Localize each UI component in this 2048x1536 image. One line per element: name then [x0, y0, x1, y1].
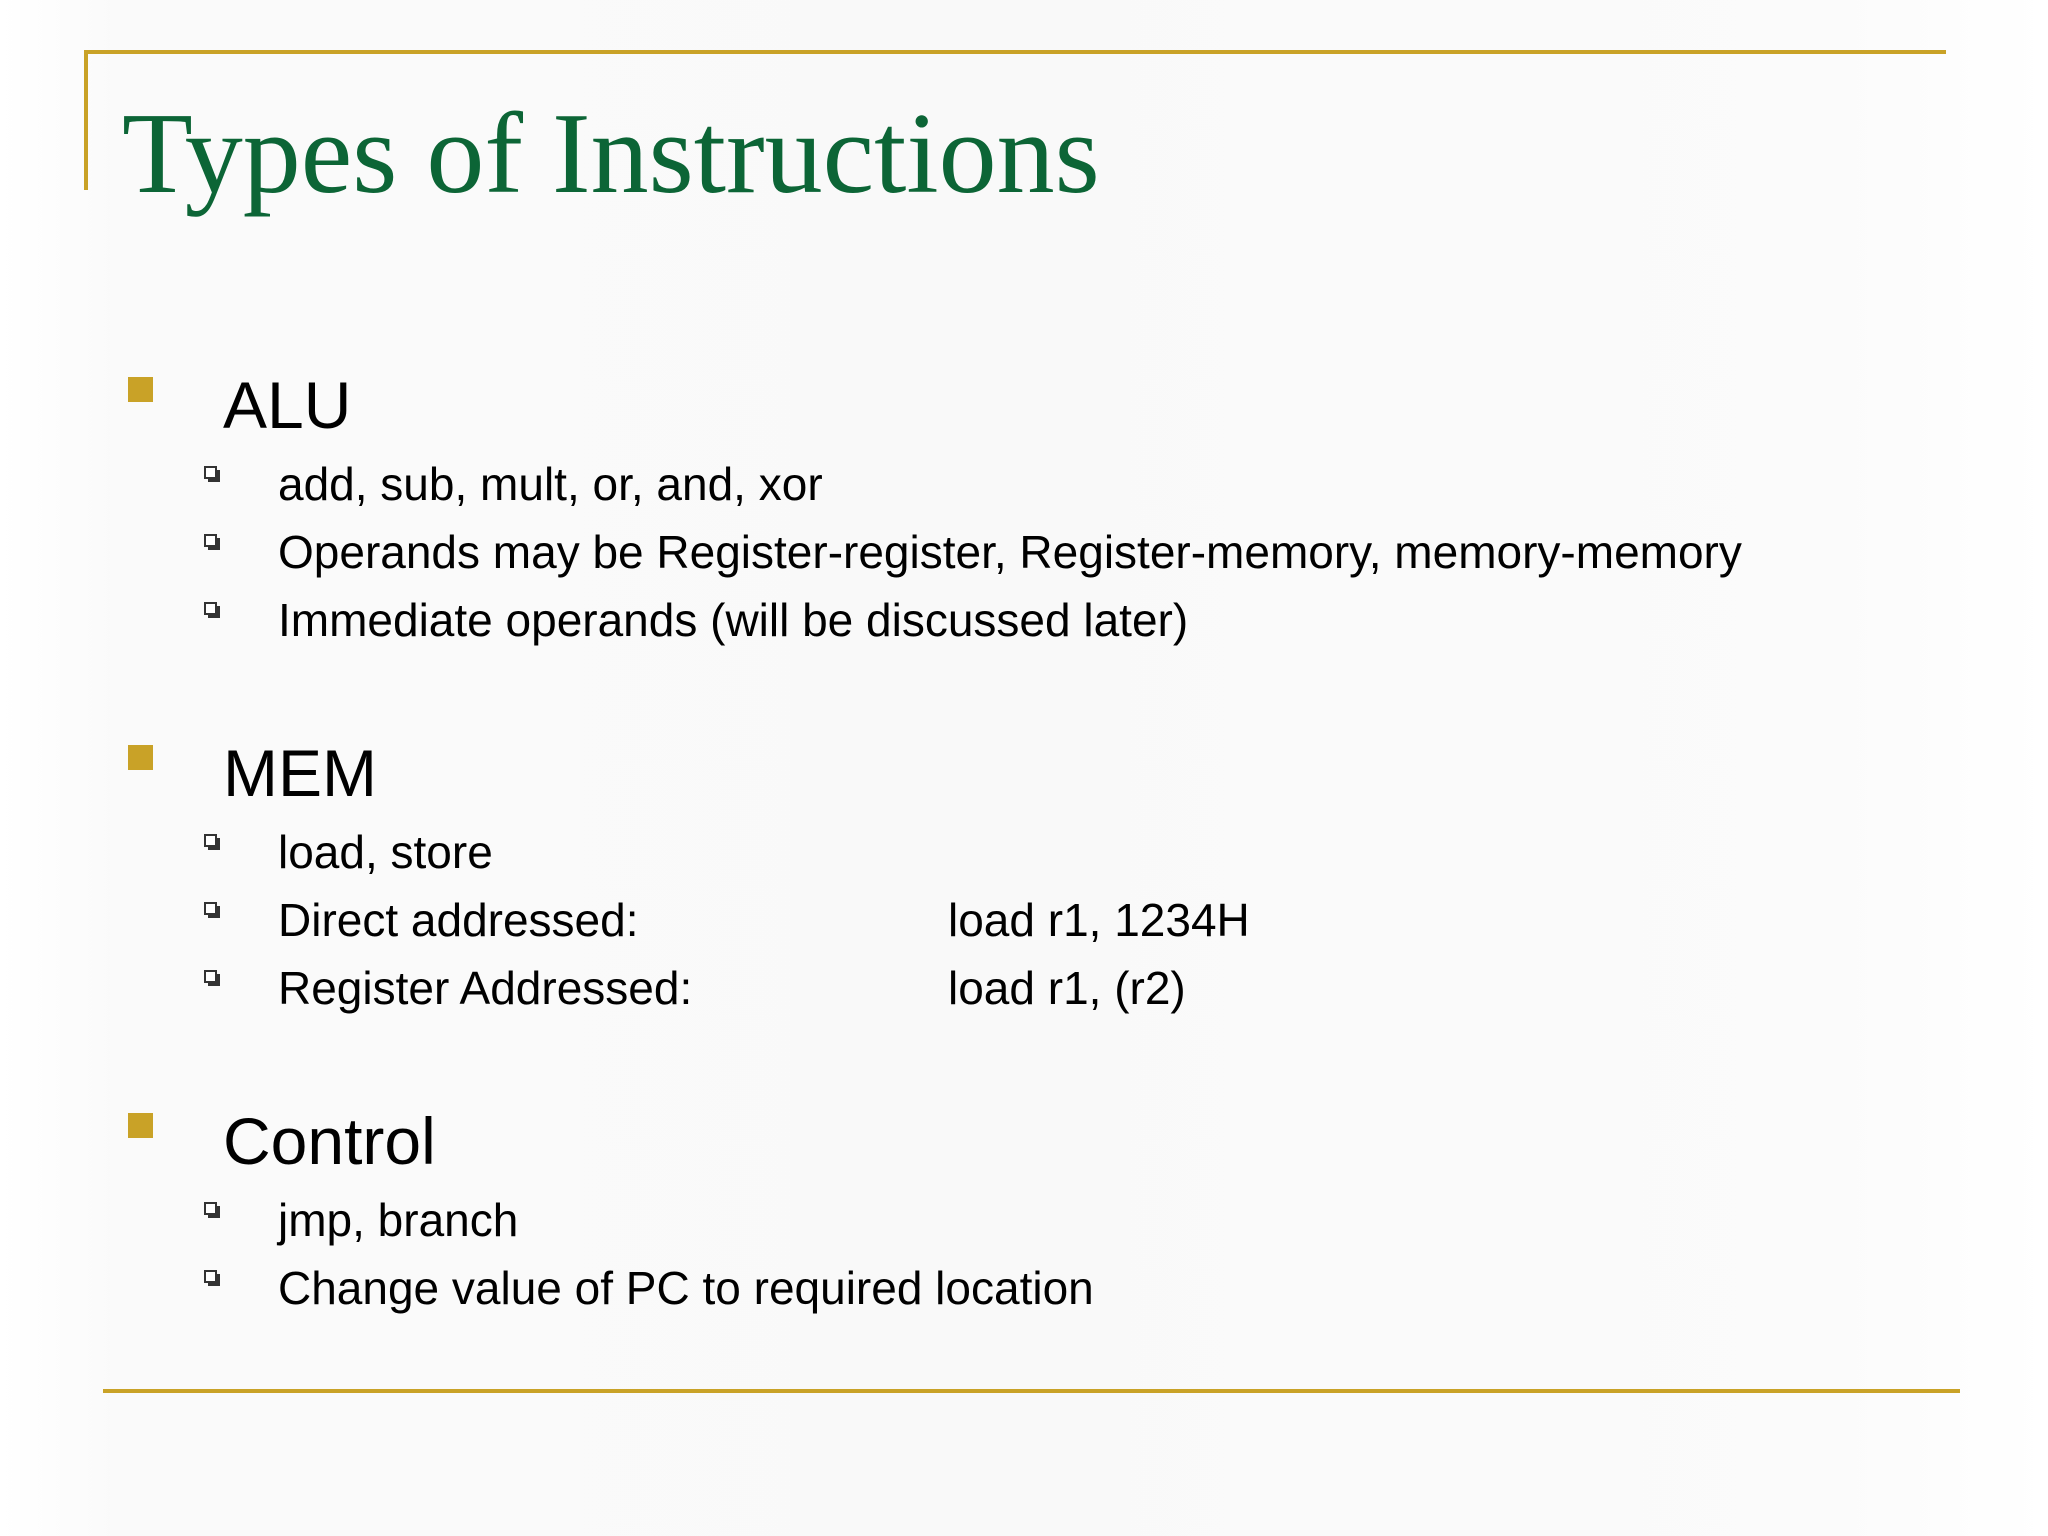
section-control: [122, 1096, 1922, 1322]
list-item: [204, 1254, 1922, 1322]
list-item-text: add, sub, mult, or, and, xor: [278, 458, 823, 510]
square-bullet-icon: [128, 745, 153, 770]
section-heading: MEM: [223, 736, 377, 810]
box-bullet-icon: [204, 1202, 220, 1218]
list-item: [204, 954, 1922, 1022]
slide-title: Types of Instructions: [122, 90, 1100, 218]
box-bullet-icon: [204, 970, 220, 986]
slide-content: [122, 360, 1922, 1396]
sub-bullet-list: [122, 818, 1922, 1022]
list-item-text: jmp, branch: [278, 1194, 519, 1246]
list-item: [204, 518, 1922, 586]
section-heading: ALU: [223, 368, 352, 442]
box-bullet-icon: [204, 466, 220, 482]
list-item-example: load r1, 1234H: [948, 894, 1250, 946]
sub-bullet-list: [122, 1186, 1922, 1322]
box-bullet-icon: [204, 1270, 220, 1286]
section-heading-row: [122, 728, 1922, 818]
list-item-label: Register Addressed:: [278, 962, 693, 1014]
title-frame-left-line: [84, 50, 88, 190]
section-heading: Control: [223, 1104, 436, 1178]
title-frame-top-line: [84, 50, 1946, 54]
list-item: [204, 1186, 1922, 1254]
list-item: [204, 586, 1922, 654]
section-mem: [122, 728, 1922, 1022]
square-bullet-icon: [128, 377, 153, 402]
section-alu: [122, 360, 1922, 654]
list-item-text: Change value of PC to required location: [278, 1262, 1094, 1314]
section-heading-row: [122, 1096, 1922, 1186]
section-heading-row: [122, 360, 1922, 450]
list-item-text: load, store: [278, 826, 493, 878]
sub-bullet-list: [122, 450, 1922, 654]
list-item: [204, 450, 1922, 518]
list-item-text: Operands may be Register-register, Register-memory, memory-memory: [278, 526, 1742, 578]
list-item: [204, 818, 1922, 886]
box-bullet-icon: [204, 902, 220, 918]
list-item-example: load r1, (r2): [948, 962, 1186, 1014]
box-bullet-icon: [204, 834, 220, 850]
list-item-label: Direct addressed:: [278, 894, 639, 946]
box-bullet-icon: [204, 602, 220, 618]
box-bullet-icon: [204, 534, 220, 550]
list-item: [204, 886, 1922, 954]
square-bullet-icon: [128, 1113, 153, 1138]
list-item-text: Immediate operands (will be discussed later): [278, 594, 1189, 646]
